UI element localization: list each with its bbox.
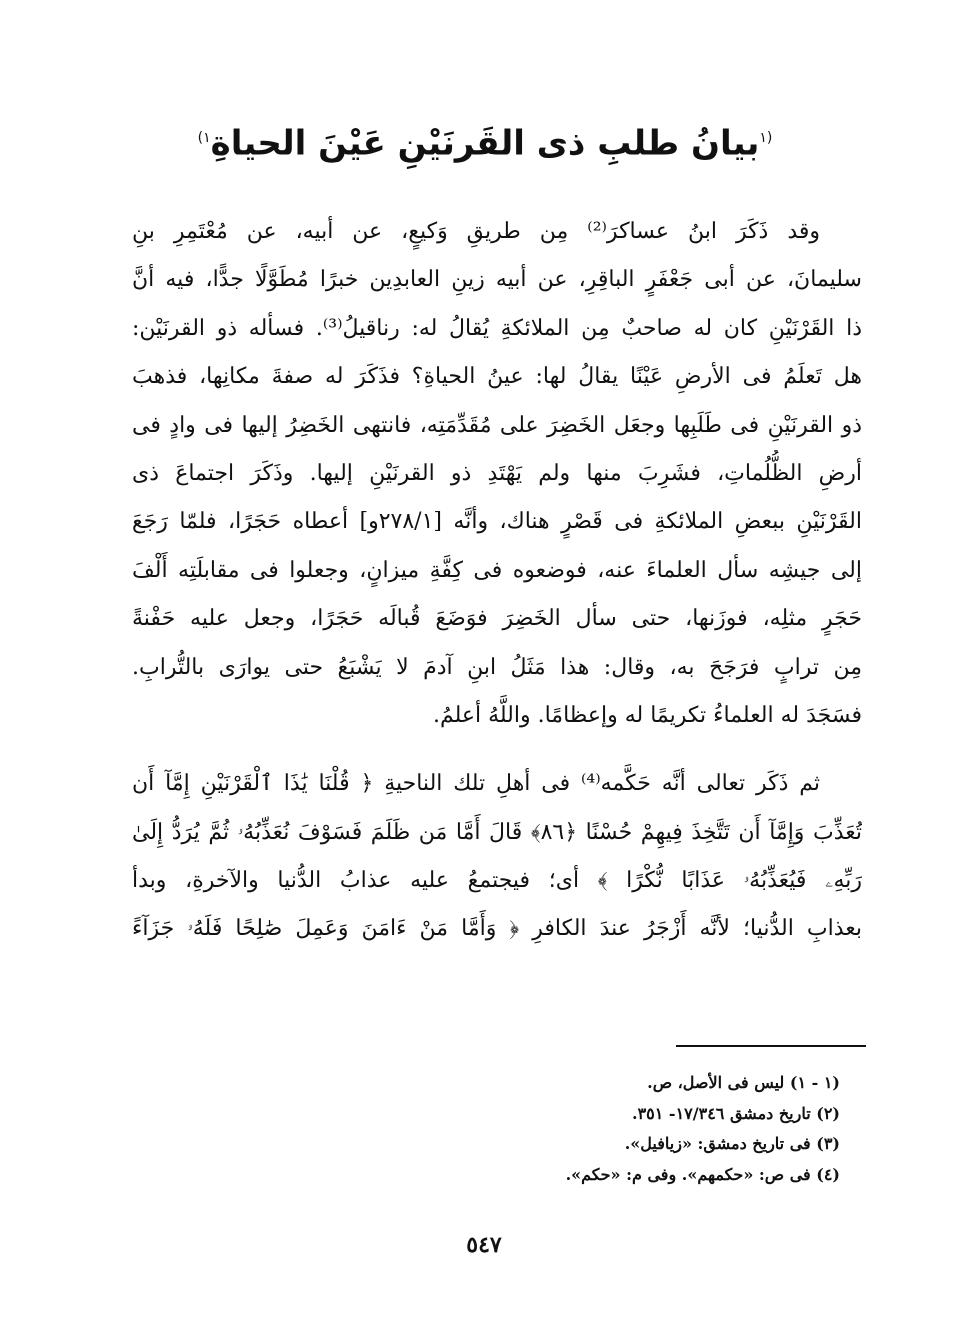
text-line: بعذابِ الدُّنيا؛ لأنَّه أَزْجَرُ عندَ الكافرِ ﴿ وَأَمَّا مَنْ ءَامَنَ وَعَمِلَ صَٰلِحًا فَلَهُۥ جَزَآءً: [132, 916, 862, 942]
heading-title: بيانُ طلبِ ذى القَرنَيْنِ عَيْنَ الحياةِ: [210, 123, 760, 164]
paragraph-1: [132, 208, 862, 740]
footnote-3: (٣) فى تاريخ دمشق: «زيافيل».: [624, 1134, 840, 1153]
heading-note-open: (١: [759, 130, 773, 146]
footnotes: [300, 1068, 840, 1190]
main-text: [132, 208, 862, 954]
footnote-1: (١ - ١) ليس فى الأصل، ص.: [647, 1073, 840, 1092]
heading-note-close: ١): [197, 130, 211, 146]
text-line: حَجَرٍ مثلِه، فوزَنها، حتى سأل الخَضِرَ فوَضَعَ قُبالَه حَجَرًا، وجعل عليه حَفْنةً: [132, 606, 862, 632]
text-line: القَرْنَيْنِ ببعضِ الملائكةِ فى قَصْرٍ هناك، وأنَّه [٢٧٨/١و] أعطاه حَجَرًا، فلمّا رَجَعَ: [132, 509, 862, 535]
footnote-4: (٤) فى ص: «حكمهم». وفى م: «حكم».: [565, 1164, 840, 1184]
text-line: تُعَذِّبَ وَإِمَّآ أَن تَتَّخِذَ فِيهِمْ حُسْنًا ﴿٨٦﴾ قَالَ أَمَّا مَن ظَلَمَ فَسَوْفَ نُعَذِّبُهُۥ ثُمَّ يُرَدُّ إِلَىٰ: [132, 819, 862, 845]
text-line: ذو القرنَيْنِ فى طَلَبِها وجعَل الخَضِرَ على مُقَدِّمَتِه، فانتهى الخَضِرُ إليها فى وادٍ فى: [132, 412, 862, 438]
text-line: أرضِ الظُّلُماتِ، فشَرِبَ منها ولم يَهْتَدِ ذو القرنَيْنِ إليها. وذَكَرَ اجتماعَ ذى: [132, 460, 862, 486]
text-line: رَبِّهِۦ فَيُعَذِّبُهُۥ عَذَابًا نُّكْرًا ﴾ أى؛ فيجتمعُ عليه عذابُ الدُّنيا والآخرةِ، وبدأ: [132, 868, 862, 894]
text-line: فسَجَدَ له العلماءُ تكريمًا له وإعظامًا. واللَّهُ أعلمُ.: [432, 702, 862, 728]
text-line: مِن ترابٍ فرَجَحَ به، وقال: هذا مَثَلُ ابنِ آدمَ لا يَشْبَعُ حتى يوارَى بالتُّرابِ.: [132, 654, 862, 680]
text-line: هل تَعلَمُ فى الأرضِ عَيْنًا يقالُ لها: عينُ الحياةِ؟ فذَكَرَ له صفةَ مكانِها، فذهبَ: [132, 364, 862, 390]
text-line: إلى جيشِه سأل العلماءَ عنه، فوضعوه فى كِفَّةِ ميزانٍ، وجعلوا فى مقابلَتِه أَلْفَ: [132, 557, 862, 583]
footnote-separator: [676, 1045, 866, 1047]
section-heading: [120, 108, 850, 173]
text-line: وقد ذَكَرَ ابنُ عساكرَ⁽²⁾ مِن طريقِ وَكيعٍ، عن أبيه، عن مُعْتَمِرِ بنِ: [132, 219, 821, 244]
text-line: سليمانَ، عن أبى جَعْفَرٍ الباقِرِ، عن أبيه زينِ العابدِين خبرًا مُطَوَّلًا جدًّا، فيه أنَّ: [132, 267, 862, 293]
text-line: ثم ذَكَر تعالى أنَّه حَكَّمه⁽⁴⁾ فى أهلِ تلك الناحيةِ ﴿ قُلْنَا يَٰذَا ٱلْقَرْنَيْنِ إِمَّآ أَن: [132, 771, 820, 797]
page-number: ٥٤٧: [466, 1232, 502, 1258]
paragraph-2: [132, 760, 862, 954]
text-line: ذا القَرْنَيْنِ كان له صاحبٌ مِن الملائكةِ يُقالُ له: رناقيلُ⁽³⁾. فسأله ذو القرنَيْن:: [132, 315, 862, 341]
footnote-2: (٢) تاريخ دمشق ١٧/٣٤٦- ٣٥١.: [632, 1103, 840, 1123]
